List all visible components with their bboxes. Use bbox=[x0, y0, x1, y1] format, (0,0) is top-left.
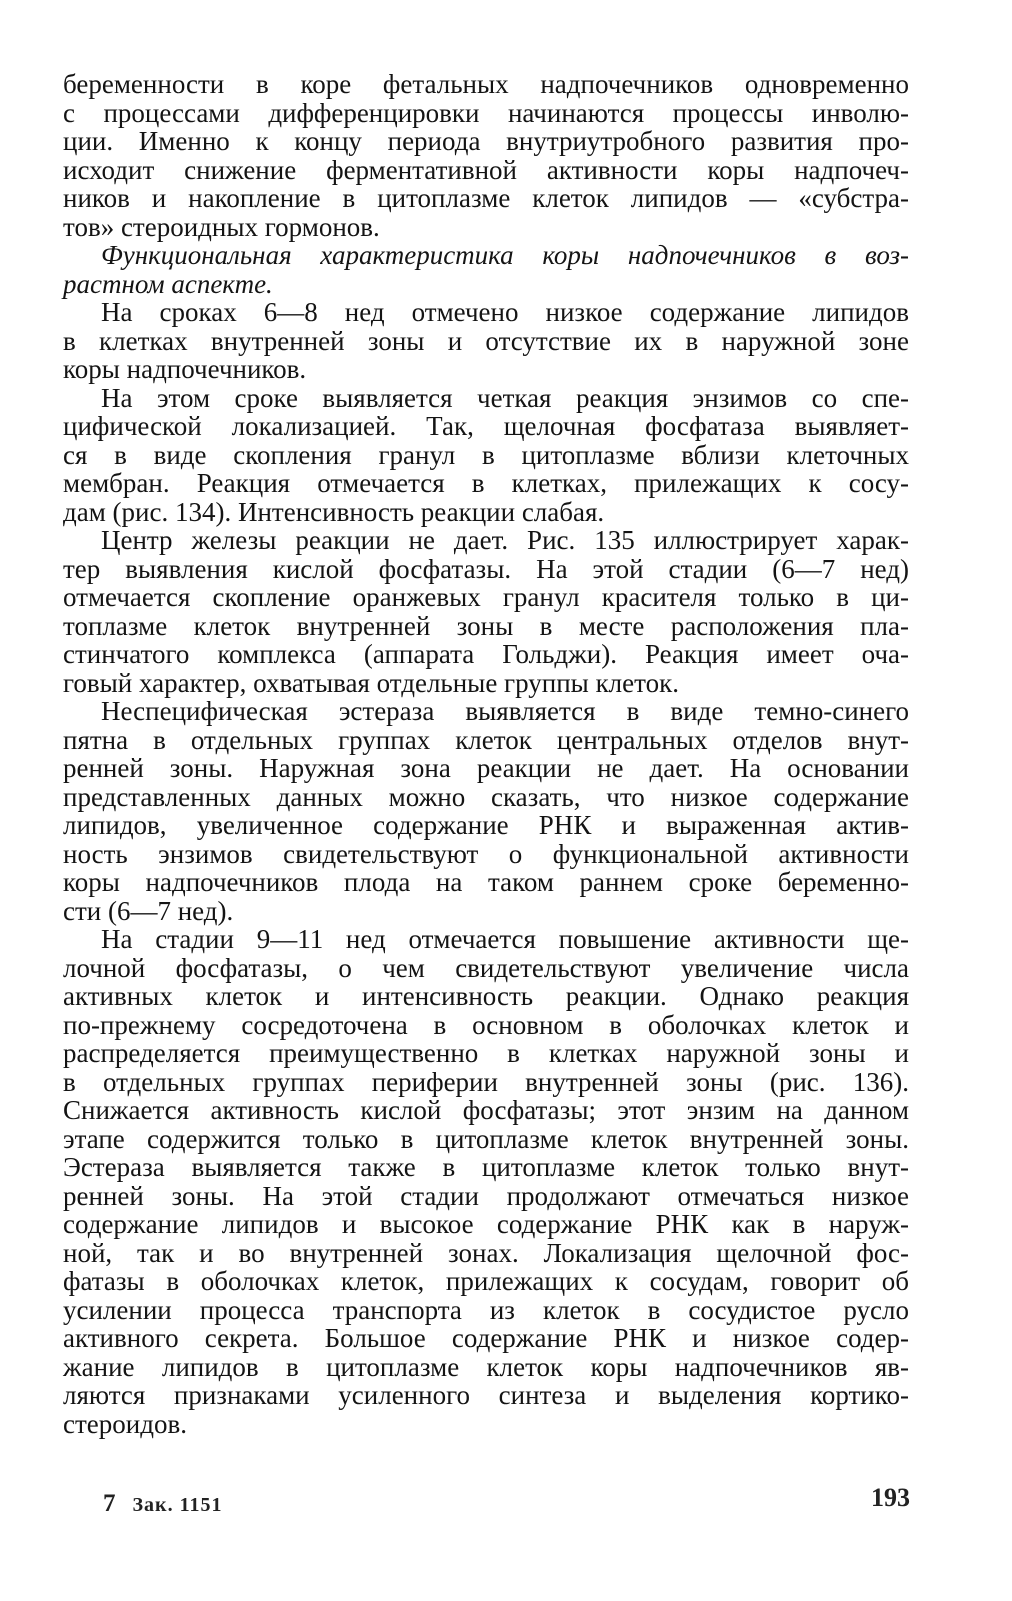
text-line: На сроках 6—8 нед отмечено низкое содержание липидов bbox=[101, 297, 909, 327]
text-line: Центр железы реакции не дает. Рис. 135 иллюстрирует харак- bbox=[101, 525, 909, 555]
text-line: тов» стероидных гормонов. bbox=[63, 211, 380, 242]
text-line: ся в виде скопления гранул в цитоплазме вблизи клеточных bbox=[63, 439, 909, 470]
signature-number: 7 bbox=[103, 1490, 117, 1517]
text-line: активного секрета. Большое содержание РНК и низкое содер- bbox=[63, 1323, 909, 1353]
text-line: цифической локализацией. Так, щелочная фосфатаза выявляет- bbox=[63, 411, 909, 441]
text-line: Функциональная характеристика коры надпочечников в воз- bbox=[101, 240, 909, 270]
text-line: На этом сроке выявляется четкая реакция энзимов со спе- bbox=[101, 382, 909, 413]
text-line: коры надпочечников плода на таком раннем сроке беременно- bbox=[63, 867, 909, 897]
text-line: этапе содержится только в цитоплазме клеток внутренней зоны. bbox=[63, 1123, 909, 1154]
text-line: топлазме клеток внутренней зоны в месте расположения пла- bbox=[63, 610, 909, 641]
text-line: лочной фосфатазы, о чем свидетельствуют увеличение числа bbox=[63, 952, 909, 983]
text-line: ляются признаками усиленного синтеза и выделения кортико- bbox=[63, 1380, 909, 1410]
paragraph bbox=[63, 384, 909, 527]
text-line: ренней зоны. На этой стадии продолжают отмечаться низкое bbox=[63, 1180, 909, 1211]
text-line: активных клеток и интенсивность реакции. Однако реакция bbox=[63, 981, 909, 1011]
text-line: исходит снижение ферментативной активности коры надпочеч- bbox=[63, 154, 909, 185]
paragraph bbox=[63, 298, 909, 384]
text-line: по-прежнему сосредоточена в основном в оболочках клеток и bbox=[63, 1009, 909, 1040]
paragraph bbox=[63, 697, 909, 925]
body-text bbox=[63, 70, 909, 1438]
text-line: ность энзимов свидетельствуют о функциональной активности bbox=[63, 838, 909, 869]
page-number: 193 bbox=[871, 1483, 910, 1512]
text-line: мембран. Реакция отмечается в клетках, прилежащих к сосу- bbox=[63, 468, 909, 498]
text-line: с процессами дифференцировки начинаются процессы инволю- bbox=[63, 97, 909, 128]
print-order-mark bbox=[103, 1490, 222, 1518]
text-line: беременности в коре фетальных надпочечников одновременно bbox=[63, 69, 909, 99]
text-line: представленных данных можно сказать, что низкое содержание bbox=[63, 781, 909, 812]
text-line: фатазы в оболочках клеток, прилежащих к сосудам, говорит об bbox=[63, 1266, 909, 1296]
text-line: усилении процесса транспорта из клеток в сосудистое русло bbox=[63, 1294, 909, 1325]
paragraph bbox=[63, 241, 909, 298]
paragraph bbox=[63, 70, 909, 241]
text-line: дам (рис. 134). Интенсивность реакции слабая. bbox=[63, 496, 605, 527]
text-line: содержание липидов и высокое содержание РНК как в наруж- bbox=[63, 1209, 909, 1239]
text-line: Эстераза выявляется также в цитоплазме клеток только внут- bbox=[63, 1152, 909, 1182]
text-line: липидов, увеличенное содержание РНК и выраженная актив- bbox=[63, 810, 909, 840]
text-line: На стадии 9—11 нед отмечается повышение активности ще- bbox=[101, 924, 909, 954]
text-line: ренней зоны. Наружная зона реакции не дает. На основании bbox=[63, 753, 909, 783]
text-line: сти (6—7 нед). bbox=[63, 895, 234, 926]
text-line: в отдельных группах периферии внутренней зоны (рис. 136). bbox=[63, 1066, 909, 1097]
text-line: Снижается активность кислой фосфатазы; этот энзим на данном bbox=[63, 1095, 909, 1125]
text-line: жание липидов в цитоплазме клеток коры надпочечников яв- bbox=[63, 1351, 909, 1382]
text-line: отмечается скопление оранжевых гранул красителя только в ци- bbox=[63, 582, 909, 612]
text-line: распределяется преимущественно в клетках наружной зоны и bbox=[63, 1038, 909, 1068]
text-line: растном аспекте. bbox=[63, 268, 273, 299]
text-line: ников и накопление в цитоплазме клеток липидов — «субстра- bbox=[63, 183, 909, 213]
text-line: тер выявления кислой фосфатазы. На этой стадии (6—7 нед) bbox=[63, 553, 909, 584]
text-line: коры надпочечников. bbox=[63, 354, 307, 384]
paragraph bbox=[63, 526, 909, 697]
text-line: в клетках внутренней зоны и отсутствие их в наружной зоне bbox=[63, 325, 909, 356]
paragraph bbox=[63, 925, 909, 1438]
text-line: пятна в отдельных группах клеток центральных отделов внут- bbox=[63, 724, 909, 755]
text-line: стероидов. bbox=[63, 1408, 187, 1439]
order-label: Зак. 1151 bbox=[132, 1494, 223, 1516]
text-line: Неспецифическая эстераза выявляется в виде темно-синего bbox=[101, 696, 909, 726]
text-line: стинчатого комплекса (аппарата Гольджи). Реакция имеет оча- bbox=[63, 639, 909, 669]
text-line: ной, так и во внутренней зонах. Локализация щелочной фос- bbox=[63, 1237, 909, 1268]
text-line: говый характер, охватывая отдельные группы клеток. bbox=[63, 667, 679, 698]
text-line: ции. Именно к концу периода внутриутробного развития про- bbox=[63, 126, 909, 156]
